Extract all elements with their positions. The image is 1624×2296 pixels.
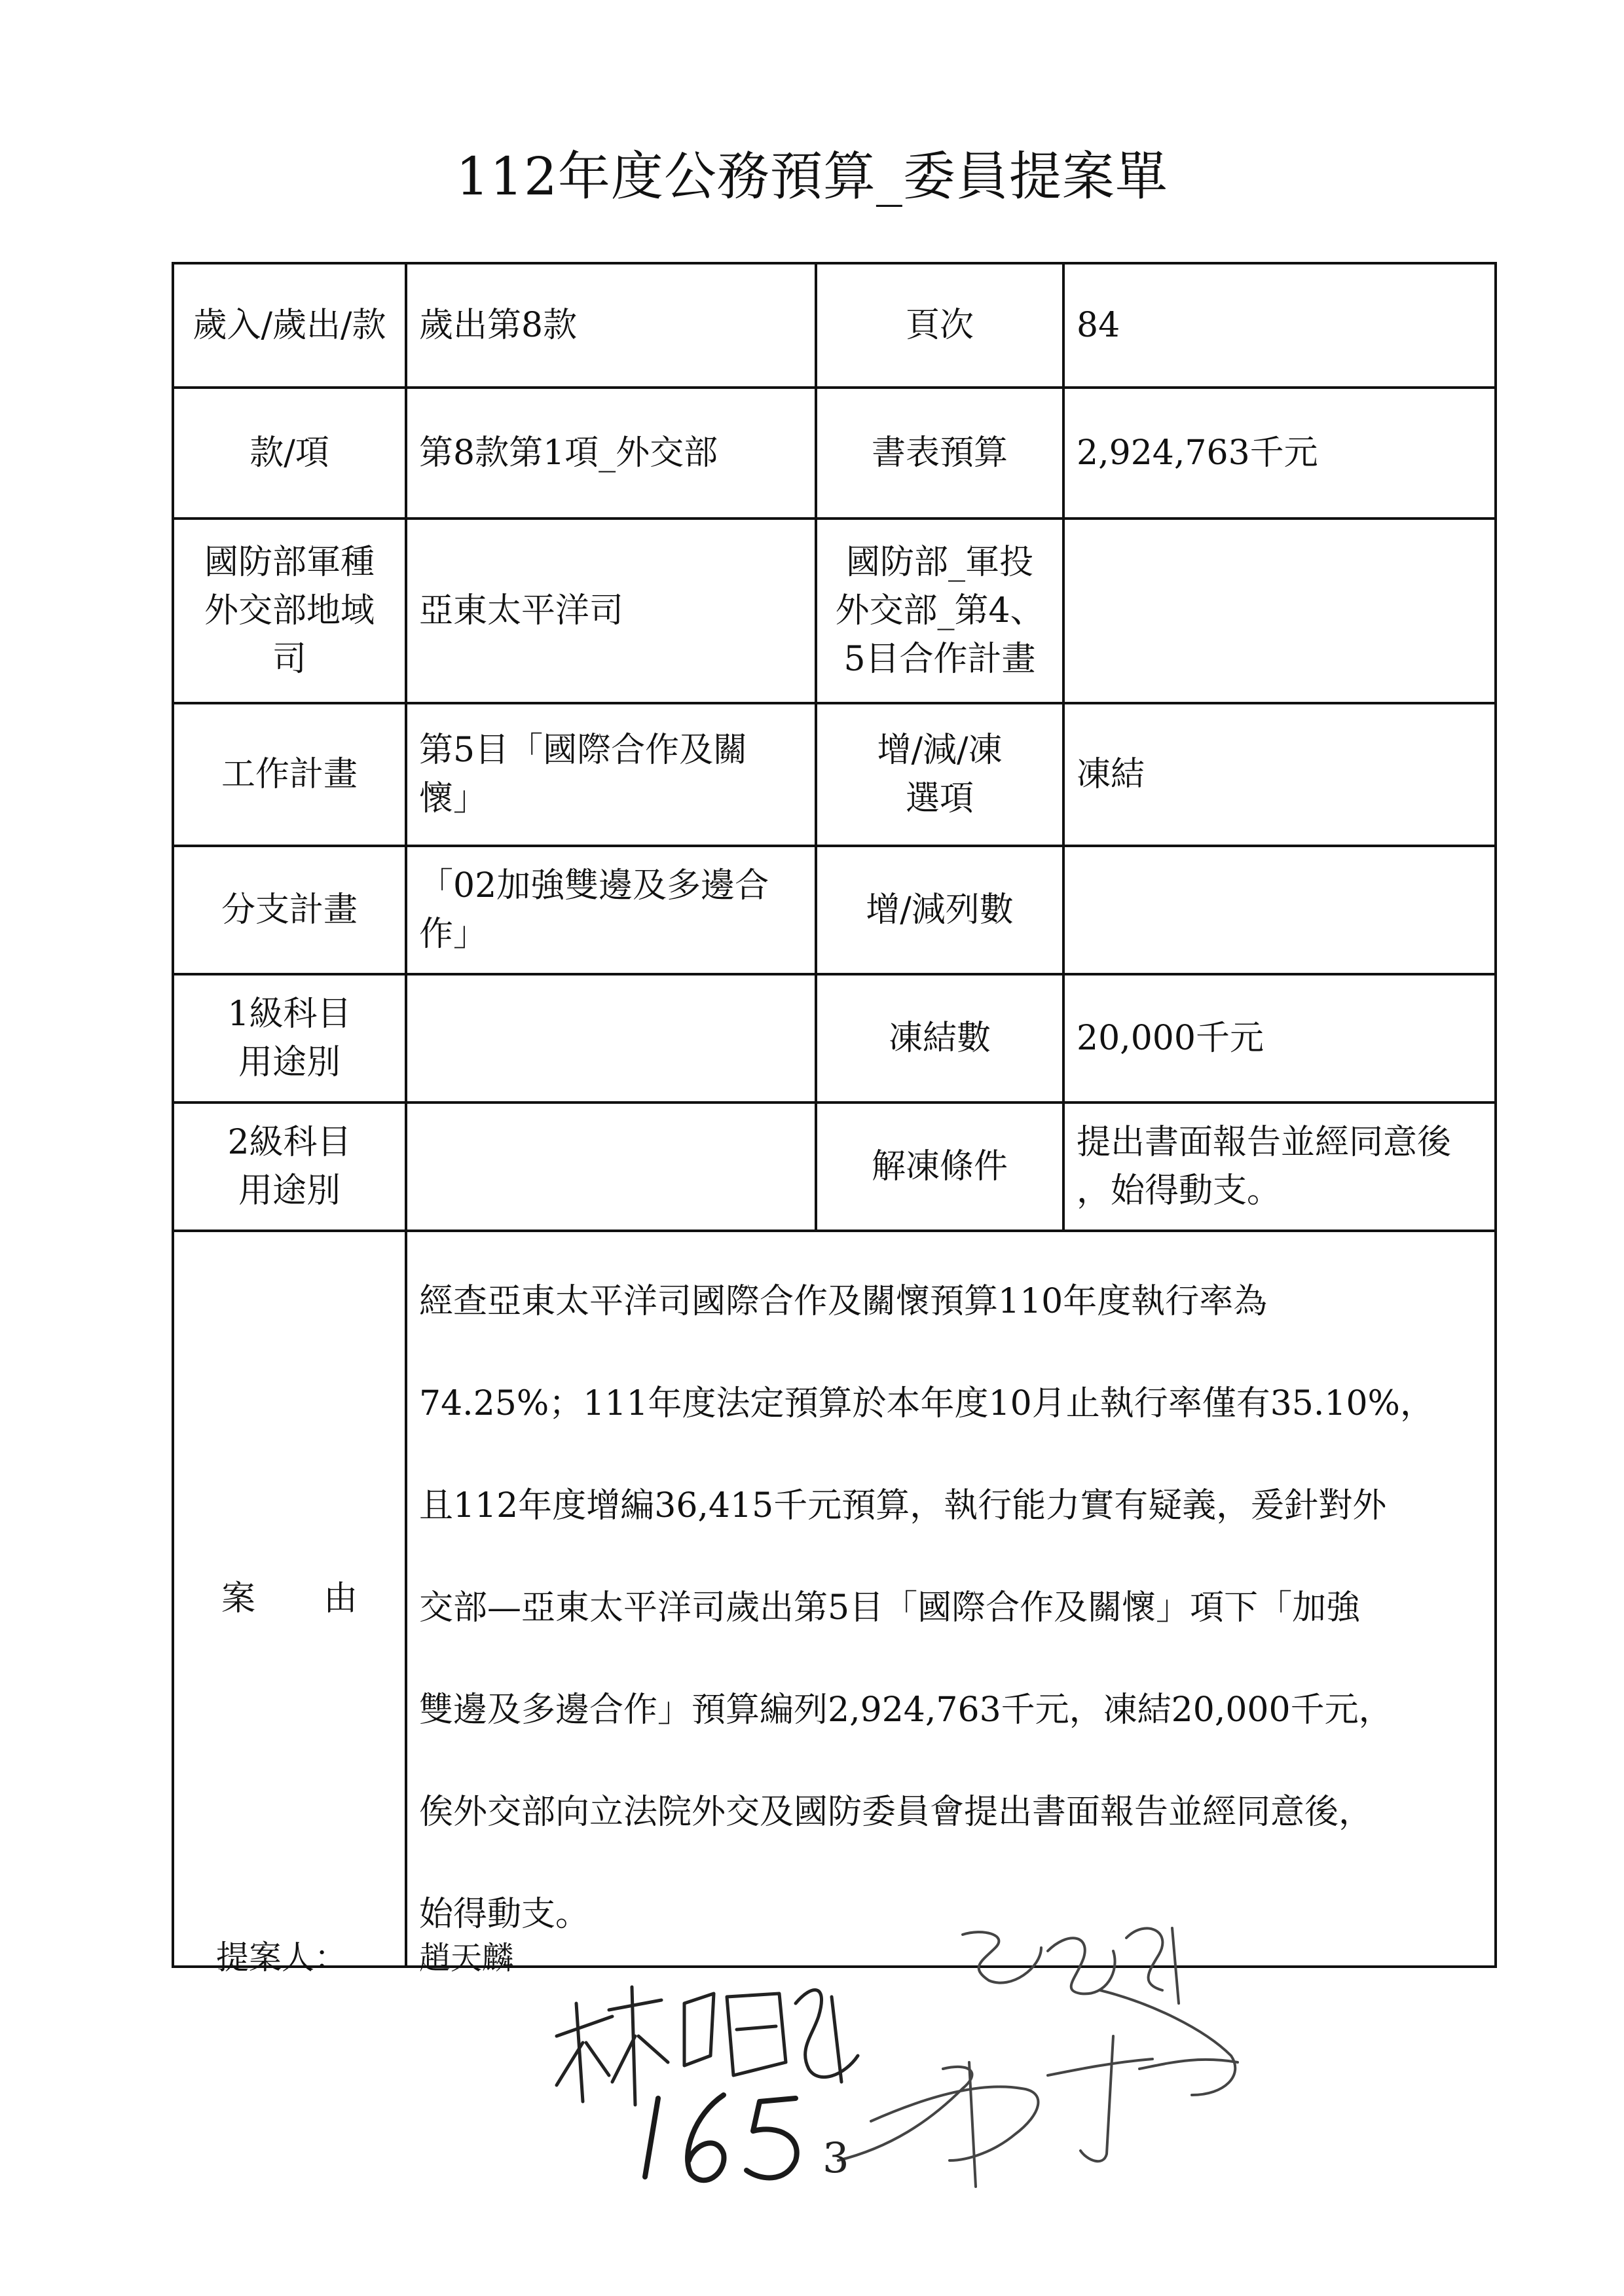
label-reason: 案 由 bbox=[173, 1231, 406, 1967]
label-frozen-amount: 凍結數 bbox=[816, 974, 1063, 1102]
reason-line: 交部—亞東太平洋司歲出第5目「國際合作及關懷」項下「加強 bbox=[419, 1588, 1361, 1628]
label-book-budget: 書表預算 bbox=[816, 388, 1063, 519]
value-unfreeze-condition: 提出書面報告並經同意後 ，始得動支。 bbox=[1063, 1102, 1496, 1231]
proposer-name: 趙天麟 bbox=[419, 1940, 514, 1977]
reason-line: 俟外交部向立法院外交及國防委員會提出書面報告並經同意後， bbox=[419, 1793, 1373, 1832]
value-item: 第8款第1項_外交部 bbox=[406, 388, 816, 519]
value-page: 84 bbox=[1063, 263, 1496, 388]
value-branch-plan: 「02加強雙邊及多邊合 作」 bbox=[406, 846, 816, 974]
label-unfreeze-condition: 解凍條件 bbox=[816, 1102, 1063, 1231]
reason-line: 雙邊及多邊合作」預算編列2,924,763千元，凍結20,000千元， bbox=[419, 1690, 1393, 1730]
value-book-budget: 2,924,763千元 bbox=[1063, 388, 1496, 519]
label-department: 國防部軍種 外交部地域 司 bbox=[173, 519, 406, 703]
label-page: 頁次 bbox=[816, 263, 1063, 388]
document-title: 112年度公務預算_委員提案單 bbox=[456, 146, 1168, 207]
label-adjust-amount: 增/減列數 bbox=[816, 846, 1063, 974]
reason-line: 74.25%；111年度法定預算於本年度10月止執行率僅有35.10%， bbox=[419, 1384, 1434, 1423]
reason-line: 經查亞東太平洋司國際合作及關懷預算110年度執行率為 bbox=[419, 1282, 1268, 1321]
label-level2-subject: 2級科目 用途別 bbox=[173, 1102, 406, 1231]
reason-line: 始得動支。 bbox=[419, 1895, 590, 1934]
value-budget-category: 歲出第8款 bbox=[406, 263, 816, 388]
value-frozen-amount: 20,000千元 bbox=[1063, 974, 1496, 1102]
handwritten-number-165 bbox=[645, 2095, 797, 2180]
label-work-plan: 工作計畫 bbox=[173, 703, 406, 846]
reason-line: 且112年度增編36,415千元預算，執行能力實有疑義，爰針對外 bbox=[419, 1486, 1387, 1525]
page-number: 3 bbox=[822, 2134, 849, 2183]
proposer-label: 提案人： bbox=[216, 1939, 347, 1977]
signature-chao bbox=[838, 1928, 1238, 2187]
label-level1-subject: 1級科目 用途別 bbox=[173, 974, 406, 1102]
value-option: 凍結 bbox=[1063, 703, 1496, 846]
label-option: 增/減/凍 選項 bbox=[816, 703, 1063, 846]
label-item: 款/項 bbox=[173, 388, 406, 519]
value-department: 亞東太平洋司 bbox=[406, 519, 816, 703]
label-budget-category: 歲入/歲出/款 bbox=[173, 263, 406, 388]
label-branch-plan: 分支計畫 bbox=[173, 846, 406, 974]
label-cooperation-plan: 國防部_軍投 外交部_第4、 5目合作計畫 bbox=[816, 519, 1063, 703]
signature-lin bbox=[557, 1987, 858, 2105]
value-work-plan: 第5目「國際合作及關 懷」 bbox=[406, 703, 816, 846]
